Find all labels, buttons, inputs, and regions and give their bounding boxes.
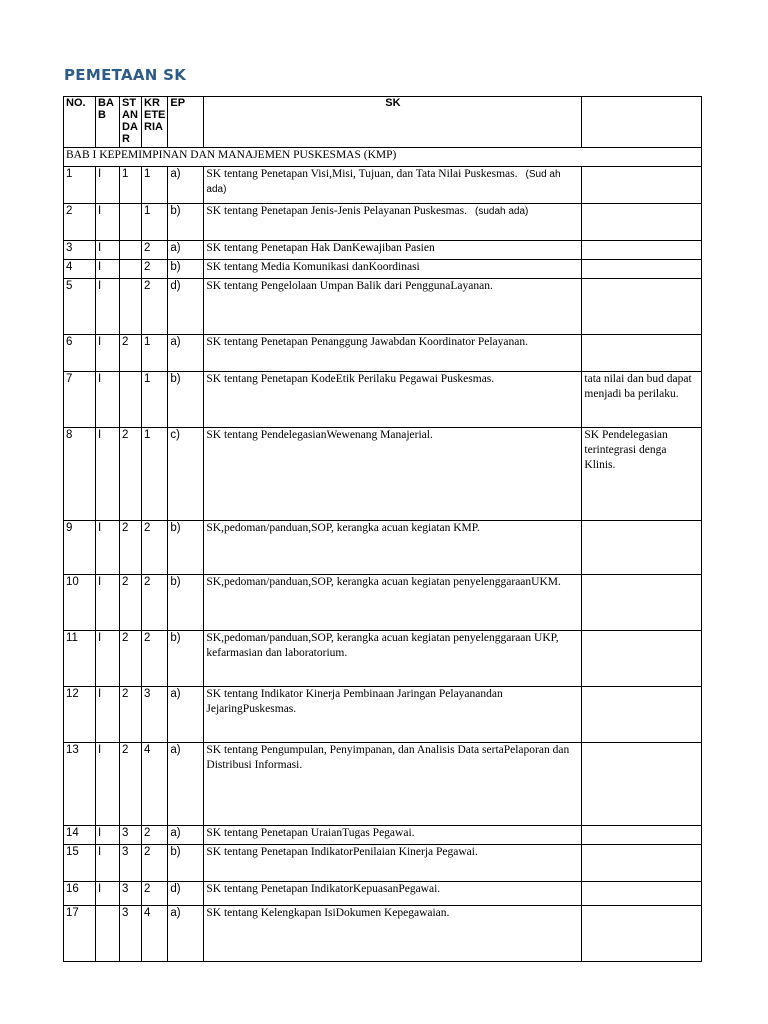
cell-ep: a) [168, 906, 204, 962]
table-row [64, 575, 702, 631]
cell-standar [120, 279, 142, 335]
cell-ep: b) [168, 521, 204, 575]
cell-sk [204, 906, 582, 962]
cell-standar: 3 [120, 845, 142, 882]
cell-kriteria: 1 [142, 204, 168, 241]
sk-text: SK tentang Kelengkapan IsiDokumen Kepegawaian. [206, 907, 450, 919]
cell-no: 6 [64, 335, 96, 372]
cell-standar: 2 [120, 335, 142, 372]
table-row [64, 631, 702, 687]
cell-extra [582, 906, 702, 962]
sk-text: SK,pedoman/panduan,SOP, kerangka acuan kegiatan penyelenggaraanUKM. [206, 576, 561, 588]
sk-text: SK tentang Penetapan IndikatorKepuasanPegawai. [206, 883, 441, 895]
table-row [64, 279, 702, 335]
table-row [64, 826, 702, 845]
table-row [64, 204, 702, 241]
cell-bab: I [96, 521, 120, 575]
sk-text: SK tentang Penetapan Visi,Misi, Tujuan, dan Tata Nilai Puskesmas. [206, 168, 518, 180]
cell-kriteria: 1 [142, 335, 168, 372]
cell-extra [582, 335, 702, 372]
cell-standar: 3 [120, 826, 142, 845]
cell-kriteria: 2 [142, 882, 168, 906]
cell-kriteria: 2 [142, 521, 168, 575]
header-ep: EP [168, 97, 204, 148]
cell-sk [204, 204, 582, 241]
cell-no: 16 [64, 882, 96, 906]
sk-text: SK tentang Penetapan Jenis-Jenis Pelayanan Puskesmas. [206, 205, 468, 217]
cell-sk [204, 631, 582, 687]
cell-sk [204, 428, 582, 521]
cell-extra [582, 575, 702, 631]
cell-ep: a) [168, 826, 204, 845]
cell-extra [582, 882, 702, 906]
cell-no: 2 [64, 204, 96, 241]
cell-standar [120, 260, 142, 279]
cell-standar: 2 [120, 743, 142, 826]
cell-bab: I [96, 167, 120, 204]
cell-sk [204, 882, 582, 906]
cell-standar: 2 [120, 687, 142, 743]
cell-standar [120, 372, 142, 428]
cell-kriteria: 2 [142, 279, 168, 335]
cell-kriteria: 2 [142, 826, 168, 845]
header-bab: BA B [96, 97, 120, 148]
cell-bab: I [96, 279, 120, 335]
cell-bab: I [96, 372, 120, 428]
cell-sk [204, 687, 582, 743]
cell-ep: b) [168, 845, 204, 882]
cell-no: 8 [64, 428, 96, 521]
cell-extra [582, 279, 702, 335]
table-row [64, 743, 702, 826]
cell-sk [204, 826, 582, 845]
cell-bab: I [96, 575, 120, 631]
cell-kriteria: 1 [142, 428, 168, 521]
cell-extra [582, 260, 702, 279]
cell-no: 14 [64, 826, 96, 845]
cell-kriteria: 1 [142, 372, 168, 428]
cell-extra: SK Pendelegasian terintegrasi denga Klinis. [582, 428, 702, 521]
cell-standar: 3 [120, 906, 142, 962]
cell-no: 17 [64, 906, 96, 962]
sk-text: SK tentang PendelegasianWewenang Manajerial. [206, 429, 433, 441]
cell-ep: b) [168, 575, 204, 631]
cell-standar: 2 [120, 428, 142, 521]
table-row [64, 372, 702, 428]
cell-sk [204, 279, 582, 335]
cell-standar: 2 [120, 575, 142, 631]
cell-extra [582, 241, 702, 260]
header-extra [582, 97, 702, 148]
cell-bab: I [96, 260, 120, 279]
table-row [64, 845, 702, 882]
table-row [64, 906, 702, 962]
table-row [64, 882, 702, 906]
cell-standar: 3 [120, 882, 142, 906]
header-sk: SK [204, 97, 582, 148]
section-title: BAB I KEPEMIMPINAN DAN MANAJEMEN PUSKESMAS (KMP) [64, 148, 702, 167]
cell-sk [204, 575, 582, 631]
cell-extra [582, 204, 702, 241]
cell-ep: b) [168, 372, 204, 428]
cell-bab: I [96, 882, 120, 906]
cell-kriteria: 2 [142, 260, 168, 279]
section-row [64, 148, 702, 167]
cell-ep: d) [168, 882, 204, 906]
cell-ep: b) [168, 260, 204, 279]
cell-extra [582, 631, 702, 687]
cell-no: 11 [64, 631, 96, 687]
sk-text: SK tentang Penetapan Penanggung Jawabdan Koordinator Pelayanan. [206, 336, 528, 348]
cell-no: 4 [64, 260, 96, 279]
table-row [64, 241, 702, 260]
table-row [64, 428, 702, 521]
cell-standar [120, 241, 142, 260]
cell-kriteria: 3 [142, 687, 168, 743]
table-header-row [64, 97, 702, 148]
header-no: NO. [64, 97, 96, 148]
cell-kriteria: 4 [142, 743, 168, 826]
sk-text: SK,pedoman/panduan,SOP, kerangka acuan kegiatan penyelenggaraan UKP, kefarmasian dan laboratorium. [206, 632, 559, 659]
page-title: PEMETAAN SK [64, 66, 187, 84]
cell-sk [204, 743, 582, 826]
cell-ep: b) [168, 631, 204, 687]
table-row [64, 335, 702, 372]
status-note: (Sud ah ada) [206, 169, 561, 195]
sk-text: SK tentang Indikator Kinerja Pembinaan Jaringan Pelayanandan JejaringPuskesmas. [206, 688, 503, 715]
cell-sk [204, 335, 582, 372]
cell-standar [120, 204, 142, 241]
table-row [64, 260, 702, 279]
sk-mapping-table [63, 96, 702, 962]
cell-extra [582, 743, 702, 826]
cell-standar: 2 [120, 521, 142, 575]
cell-ep: a) [168, 743, 204, 826]
cell-kriteria: 2 [142, 241, 168, 260]
cell-kriteria: 4 [142, 906, 168, 962]
cell-bab: I [96, 428, 120, 521]
header-standar: ST AN DA R [120, 97, 142, 148]
cell-bab: I [96, 204, 120, 241]
cell-kriteria: 2 [142, 575, 168, 631]
cell-bab: I [96, 826, 120, 845]
cell-standar: 1 [120, 167, 142, 204]
cell-bab: I [96, 743, 120, 826]
cell-no: 13 [64, 743, 96, 826]
cell-bab: I [96, 241, 120, 260]
cell-kriteria: 1 [142, 167, 168, 204]
cell-no: 15 [64, 845, 96, 882]
cell-extra [582, 845, 702, 882]
cell-no: 10 [64, 575, 96, 631]
sk-text: SK tentang Penetapan IndikatorPenilaian Kinerja Pegawai. [206, 846, 478, 858]
cell-no: 12 [64, 687, 96, 743]
cell-bab: I [96, 335, 120, 372]
cell-no: 5 [64, 279, 96, 335]
cell-ep: a) [168, 167, 204, 204]
cell-no: 9 [64, 521, 96, 575]
cell-bab: I [96, 631, 120, 687]
cell-kriteria: 2 [142, 631, 168, 687]
table-row [64, 687, 702, 743]
sk-text: SK tentang Media Komunikasi danKoordinasi [206, 261, 420, 273]
sk-text: SK tentang Pengelolaan Umpan Balik dari PenggunaLayanan. [206, 280, 493, 292]
cell-ep: d) [168, 279, 204, 335]
cell-ep: a) [168, 687, 204, 743]
sk-text: SK,pedoman/panduan,SOP, kerangka acuan kegiatan KMP. [206, 522, 480, 534]
cell-ep: a) [168, 241, 204, 260]
sk-text: SK tentang Penetapan Hak DanKewajiban Pasien [206, 242, 435, 254]
cell-ep: b) [168, 204, 204, 241]
cell-sk [204, 241, 582, 260]
cell-sk [204, 521, 582, 575]
cell-extra [582, 521, 702, 575]
status-note: (sudah ada) [475, 206, 529, 217]
cell-bab: I [96, 687, 120, 743]
sk-text: SK tentang Pengumpulan, Penyimpanan, dan Analisis Data sertaPelaporan dan Distribusi Informasi. [206, 744, 570, 771]
cell-standar: 2 [120, 631, 142, 687]
cell-extra [582, 826, 702, 845]
cell-bab: I [96, 845, 120, 882]
cell-sk [204, 372, 582, 428]
cell-sk [204, 845, 582, 882]
cell-no: 3 [64, 241, 96, 260]
cell-no: 1 [64, 167, 96, 204]
cell-extra: tata nilai dan bud dapat menjadi ba perilaku. [582, 372, 702, 428]
cell-ep: c) [168, 428, 204, 521]
cell-extra [582, 167, 702, 204]
cell-no: 7 [64, 372, 96, 428]
sk-text: SK tentang Penetapan UraianTugas Pegawai. [206, 827, 415, 839]
table-row [64, 167, 702, 204]
header-kriteria: KR ETE RIA [142, 97, 168, 148]
cell-sk [204, 260, 582, 279]
cell-extra [582, 687, 702, 743]
cell-ep: a) [168, 335, 204, 372]
sk-text: SK tentang Penetapan KodeEtik Perilaku Pegawai Puskesmas. [206, 373, 495, 385]
cell-kriteria: 2 [142, 845, 168, 882]
cell-bab [96, 906, 120, 962]
table-row [64, 521, 702, 575]
cell-sk [204, 167, 582, 204]
